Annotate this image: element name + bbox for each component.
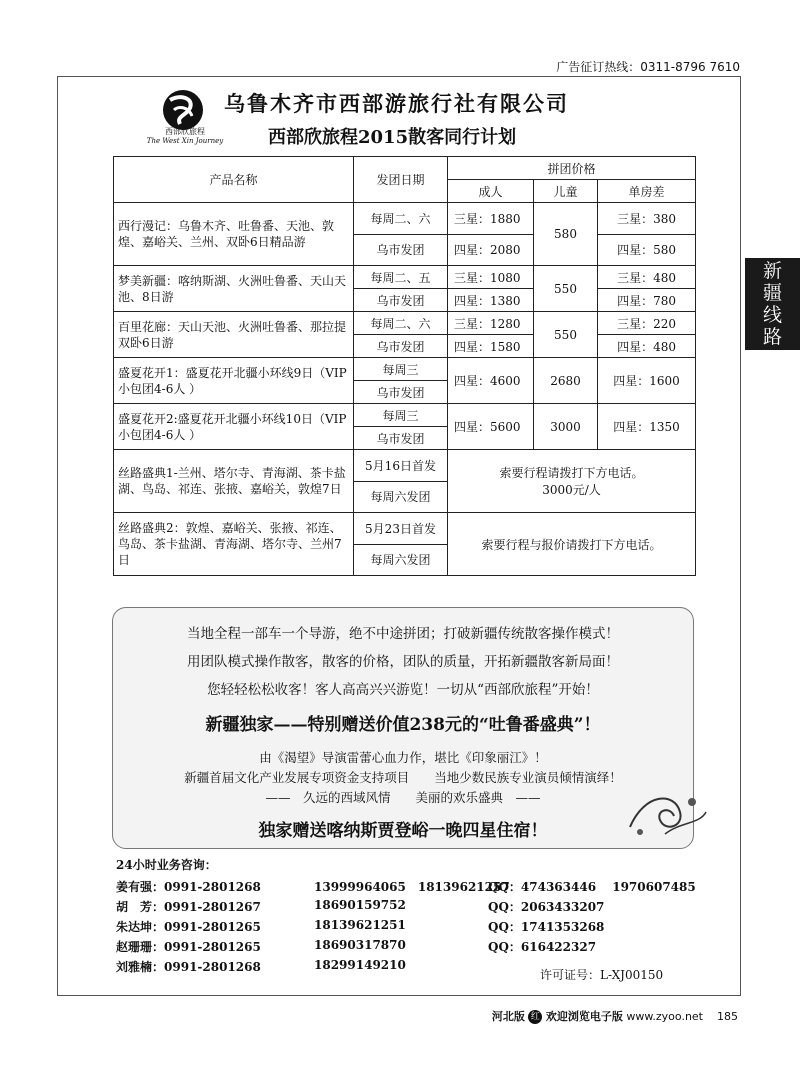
list-item: 胡 芳：0991-2801267 18690159752 QQ：2063433207	[116, 898, 605, 914]
header-child: 儿童	[534, 180, 598, 203]
header-adult: 成人	[448, 180, 534, 203]
page-footer: 河北版 红 欢迎浏览电子版 www.zyoo.net 185	[491, 1010, 738, 1023]
table-row: 盛夏花开1：盛夏花开北疆小环线9日（VIP 小包团4-6人 ） 每周三 四星：4600 2680 四星：1600	[114, 358, 696, 381]
list-item: 姜有强：0991-2801268 13999964065 18139621257 QQ：474363446 1970607485	[116, 880, 696, 894]
list-item: 刘雅楠：0991-2801268 18299149210	[116, 958, 406, 974]
page-number: 185	[717, 1010, 738, 1023]
table-row: 盛夏花开2:盛夏花开北疆小环线10日（VIP小包团4-6人 ） 每周三 四星：5600 3000 四星：1350	[114, 404, 696, 427]
promo-sub-3: —— 久远的西域风情 美丽的欢乐盛典 ——	[265, 790, 541, 805]
promo-headline: 新疆独家——特别赠送价值238元的“吐鲁番盛典”！	[205, 715, 601, 735]
plan-title: 西部欣旅程2015散客同行计划	[268, 127, 517, 148]
table-row: 百里花廊：天山天池、火洲吐鲁番、那拉提双卧6日游 每周二、六 三星：1280 550 三星：220	[114, 312, 696, 335]
promo-sub-2: 新疆首届文化产业发展专项资金支持项目 当地少数民族专业演员倾情演绎！	[184, 770, 622, 785]
header-date: 发团日期	[354, 157, 448, 203]
promo-line-2: 用团队模式操作散客，散客的价格，团队的质量，开拓新疆散客新局面！	[187, 654, 619, 670]
contacts-title: 24小时业务咨询：	[116, 858, 217, 872]
table-row: 乌市发团 四星：1380 四星：780	[114, 289, 696, 312]
company-name: 乌鲁木齐市西部游旅行社有限公司	[224, 92, 569, 116]
promo-sub-1: 由《渴望》导演雷蕾心血力作，堪比《印象丽江》！	[259, 750, 547, 765]
side-tab-xinjiang-routes: 新 疆 线 路	[745, 258, 800, 350]
license-number: 许可证号：L-XJ00150	[540, 968, 664, 982]
table-row: 梦美新疆：喀纳斯湖、火洲吐鲁番、天山天池、8日游 每周二、五 三星：1080 550 三星：480	[114, 266, 696, 289]
red-badge-icon: 红	[528, 1010, 542, 1024]
site-url[interactable]: www.zyoo.net	[626, 1010, 703, 1023]
decorative-swirl-icon	[620, 782, 710, 842]
tour-price-table	[113, 156, 696, 576]
table-row: 丝路盛典1-兰州、塔尔寺、青海湖、茶卡盐湖、鸟岛、祁连、张掖、嘉峪关，敦煌7日 5月16日首发 索要行程请拨打下方电话。 3000元/人	[114, 450, 696, 482]
promo-box	[112, 607, 694, 849]
header-price: 拼团价格	[448, 157, 696, 180]
logo-caption-en: The West Xin Journey	[146, 137, 224, 145]
promo-line-3: 您轻轻松松收客！客人高高兴兴游览！一切从“西部欣旅程”开始！	[207, 682, 599, 698]
list-item: 朱达坤：0991-2801265 18139621251 QQ：1741353268	[116, 918, 605, 934]
list-item: 赵珊珊：0991-2801265 18690317870 QQ：616422327	[116, 938, 597, 954]
ad-hotline: 广告征订热线：0311-8796 7610	[556, 60, 740, 74]
table-row: 西行漫记：乌鲁木齐、吐鲁番、天池、敦煌、嘉峪关、兰州、双卧6日精品游 每周二、六 三星：1880 580 三星：380	[114, 203, 696, 235]
promo-line-1: 当地全程一部车一个导游，绝不中途拼团；打破新疆传统散客操作模式！	[187, 626, 619, 642]
table-row: 乌市发团	[114, 427, 696, 450]
header-single: 单房差	[598, 180, 696, 203]
table-row: 丝路盛典2：敦煌、嘉峪关、张掖、祁连、鸟岛、茶卡盐湖、青海湖、塔尔寺、兰州7日 5月23日首发 索要行程与报价请拨打下方电话。	[114, 513, 696, 545]
logo-caption-cn: 西部欣旅程	[165, 127, 205, 136]
table-row: 乌市发团	[114, 381, 696, 404]
table-row: 乌市发团 四星：2080 四星：580	[114, 234, 696, 266]
table-row: 每周六发团	[114, 544, 696, 576]
promo-bonus: 独家赠送喀纳斯贾登峪一晚四星住宿！	[258, 821, 548, 841]
header-product: 产品名称	[114, 157, 354, 203]
table-row: 乌市发团 四星：1580 四星：480	[114, 335, 696, 358]
table-row: 每周六发团	[114, 481, 696, 513]
